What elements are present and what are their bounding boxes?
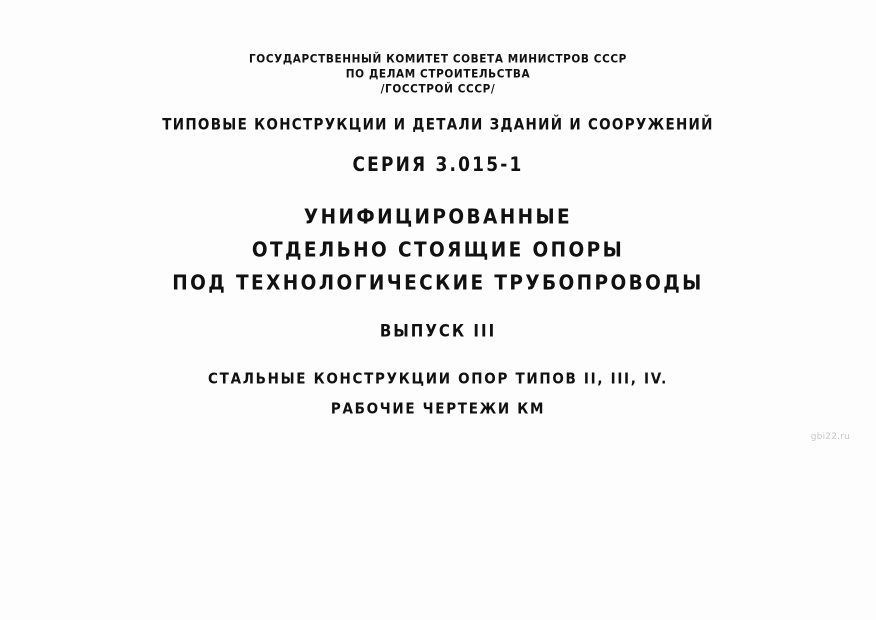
main-title-line-3: ПОД ТЕХНОЛОГИЧЕСКИЕ ТРУБОПРОВОДЫ bbox=[172, 271, 704, 296]
main-title-block bbox=[0, 201, 876, 300]
authority-line-3: /ГОССТРОЙ СССР/ bbox=[380, 82, 496, 96]
authority-line-2: ПО ДЕЛАМ СТРОИТЕЛЬСТВА bbox=[345, 67, 531, 81]
issuing-authority-block bbox=[0, 52, 876, 97]
issue-number: ВЫПУСК III bbox=[379, 320, 497, 342]
title-page-content bbox=[0, 52, 876, 424]
main-title-line-1: УНИФИЦИРОВАННЫЕ bbox=[303, 205, 573, 230]
watermark: gbi22.ru bbox=[810, 432, 850, 442]
series-category-title: ТИПОВЫЕ КОНСТРУКЦИИ И ДЕТАЛИ ЗДАНИЙ И СООРУЖЕНИЙ bbox=[162, 115, 714, 135]
authority-line-1: ГОСУДАРСТВЕННЫЙ КОМИТЕТ СОВЕТА МИНИСТРОВ СССР bbox=[249, 52, 627, 66]
subtitle-line-1: СТАЛЬНЫЕ КОНСТРУКЦИИ ОПОР ТИПОВ II, III, IV. bbox=[208, 370, 668, 388]
subtitle-line-2: РАБОЧИЕ ЧЕРТЕЖИ КМ bbox=[330, 400, 546, 418]
series-number: СЕРИЯ 3.015-1 bbox=[352, 153, 524, 177]
subtitle-block bbox=[0, 364, 876, 424]
main-title-line-2: ОТДЕЛЬНО СТОЯЩИЕ ОПОРЫ bbox=[251, 238, 625, 263]
